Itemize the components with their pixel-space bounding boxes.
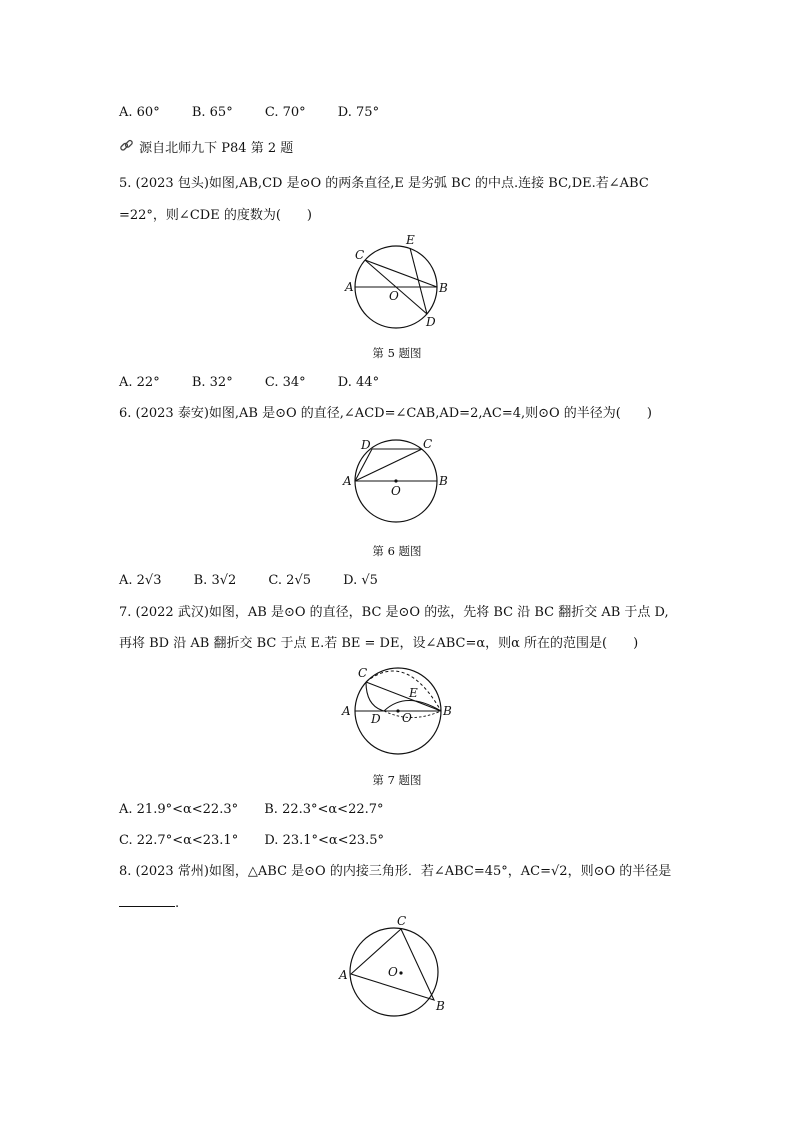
q7-option-b: B. 22.3°<α<22.7° [264,802,384,817]
link-icon [119,138,135,159]
q5-label-o: O [389,289,399,303]
source-note [119,138,293,159]
q7-options-row2 [119,832,406,850]
q5-label-b: B [439,281,448,295]
q5-option-a: A. 22° [119,375,160,390]
q6-option-a: A. 2√3 [119,573,162,588]
q4-option-b: B. 65° [191,105,233,120]
q7-folded-arc-de [384,701,441,712]
q6-label-b: B [439,474,448,488]
q5-text-line2: =22°，则∠CDE 的度数为( ) [119,208,312,223]
q8-label-o: O [388,965,398,979]
q7-center-dot [396,709,399,712]
q6-label-a: A [343,474,352,488]
q5-chord-bc [365,260,437,287]
source-note-text: 源自北师九下 P84 第 2 题 [139,141,294,156]
q7-label-o: O [402,711,412,725]
q4-options [119,104,407,122]
q8-label-a: A [339,968,348,982]
q7-label-e: E [409,686,418,700]
q8-label-c: C [397,914,407,928]
q7-option-c: C. 22.7°<α<23.1° [119,833,239,848]
q8-figure [336,912,460,1018]
q8-line-end: . [175,896,180,911]
q8-text-line1: 8. (2023 常州)如图，△ABC 是⊙O 的内接三角形．若∠ABC=45°，AC=√2，则⊙O 的半径是 [119,864,672,879]
q6-option-b: B. 3√2 [193,573,237,588]
q7-text-line2: 再将 BD 沿 AB 翻折交 BC 于点 E.若 BE = DE，设∠ABC=α，则α 所在的范围是( ) [119,636,639,651]
q5-label-c: C [355,248,365,262]
q7-caption: 第 7 题图 [372,773,422,787]
q8-center-dot [399,971,402,974]
q6-option-d: D. √5 [343,573,378,588]
q5-label-d: D [426,315,436,329]
q7-label-b: B [443,704,452,718]
q5-label-a: A [345,280,354,294]
q7-text-line1: 7. (2022 武汉)如图，AB 是⊙O 的直径，BC 是⊙O 的弦，先将 BC 沿 BC 翻折交 AB 于点 D, [119,605,669,620]
q6-chord-ad [355,449,372,481]
q6-text-line1: 6. (2023 泰安)如图,AB 是⊙O 的直径,∠ACD=∠CAB,AD=2,AC=4,则⊙O 的半径为( ) [119,406,652,421]
q5-option-b: B. 32° [191,375,233,390]
q6-center-dot [394,479,397,482]
q7-chord-bc [366,682,441,711]
q6-label-c: C [423,437,433,451]
q4-option-c: C. 70° [264,105,306,120]
q8-answer-line [119,894,179,913]
q7-label-d: D [371,712,381,726]
q6-option-c: C. 2√5 [268,573,311,588]
q7-dashed-arc-db [384,711,441,718]
q8-answer-blank [119,894,175,907]
q7-label-c: C [358,666,368,680]
q8-label-b: B [436,999,445,1013]
q5-caption: 第 5 题图 [372,346,422,360]
q5-option-d: D. 44° [337,375,380,390]
q4-option-d: D. 75° [337,105,380,120]
q5-text-line1: 5. (2023 包头)如图,AB,CD 是⊙O 的两条直径,E 是劣弧 BC 的中点.连接 BC,DE.若∠ABC [119,176,649,191]
q6-caption: 第 6 题图 [372,544,422,558]
q7-option-d: D. 23.1°<α<23.5° [264,833,385,848]
q5-figure [338,230,458,332]
q6-options [119,572,406,590]
q5-label-e: E [406,233,415,247]
q5-options [119,374,407,392]
q5-option-c: C. 34° [264,375,306,390]
q6-figure [338,432,458,528]
q6-label-o: O [391,484,401,498]
q7-figure [336,662,460,762]
q7-option-a: A. 21.9°<α<22.3° [119,802,239,817]
q7-label-a: A [342,704,351,718]
q4-option-a: A. 60° [119,105,160,120]
q7-options-row1 [119,801,406,819]
q7-folded-arc-cd [366,682,384,711]
q6-label-d: D [361,438,371,452]
